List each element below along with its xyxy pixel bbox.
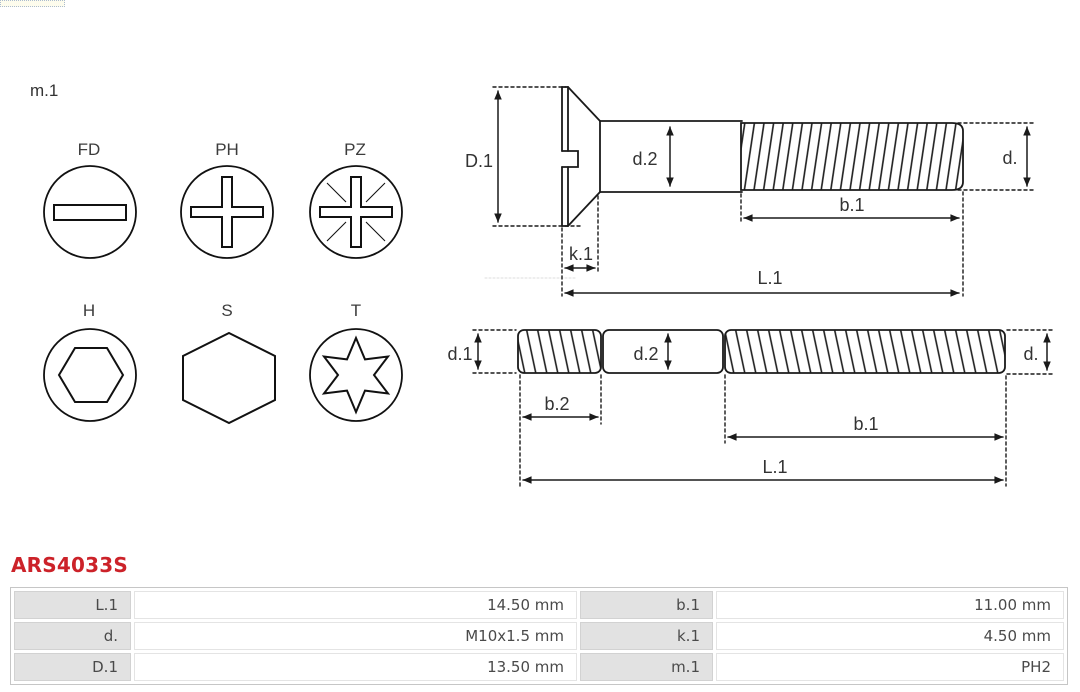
dimension-label-b1: b.1 — [853, 414, 879, 434]
external-hex-icon — [183, 333, 275, 423]
spec-value: PH2 — [716, 653, 1064, 681]
spec-value: 4.50 mm — [716, 622, 1064, 650]
spec-value: 14.50 mm — [134, 591, 577, 619]
hex-socket-icon — [44, 329, 136, 421]
head-type-label-ph: PH — [215, 140, 239, 159]
countersunk-screw-drawing — [465, 87, 1036, 296]
spec-label: L.1 — [14, 591, 131, 619]
table-row — [14, 622, 1064, 650]
spec-value: M10x1.5 mm — [134, 622, 577, 650]
head-type-label-h: H — [82, 301, 96, 320]
dimension-label-d1: d.1 — [447, 344, 473, 364]
dimension-label-L1: L.1 — [762, 457, 788, 477]
head-type-label-s: S — [221, 301, 233, 320]
spec-label: D.1 — [14, 653, 131, 681]
table-row — [14, 591, 1064, 619]
part-number: ARS4033S — [11, 553, 128, 577]
phillips-drive-icon — [181, 166, 273, 258]
dimension-label-b1: b.1 — [839, 195, 865, 215]
dimension-label-d: d. — [1023, 344, 1039, 364]
screw-head-type-icons — [44, 140, 402, 423]
dimension-label-k1: k.1 — [568, 244, 594, 264]
spec-label: m.1 — [580, 653, 713, 681]
spec-table — [10, 587, 1068, 685]
head-type-label-pz: PZ — [344, 140, 366, 159]
spec-label: k.1 — [580, 622, 713, 650]
head-type-label-fd: FD — [77, 140, 101, 159]
head-type-label-t: T — [350, 301, 362, 320]
torx-drive-icon — [310, 329, 402, 421]
spec-value: 11.00 mm — [716, 591, 1064, 619]
spec-value: 13.50 mm — [134, 653, 577, 681]
m1-corner-label: m.1 — [30, 81, 59, 100]
spec-label: b.1 — [580, 591, 713, 619]
dimension-label-d2: d.2 — [632, 149, 658, 169]
slotted-drive-icon — [44, 166, 136, 258]
table-row — [14, 653, 1064, 681]
stud-drawing — [447, 330, 1054, 486]
dimension-label-d2: d.2 — [633, 344, 659, 364]
pozidriv-drive-icon — [310, 166, 402, 258]
dimension-label-d: d. — [1002, 148, 1018, 168]
dimension-label-D1: D.1 — [464, 151, 494, 171]
dimension-label-b2: b.2 — [544, 394, 570, 414]
spec-label: d. — [14, 622, 131, 650]
dimension-label-L1: L.1 — [757, 268, 783, 288]
